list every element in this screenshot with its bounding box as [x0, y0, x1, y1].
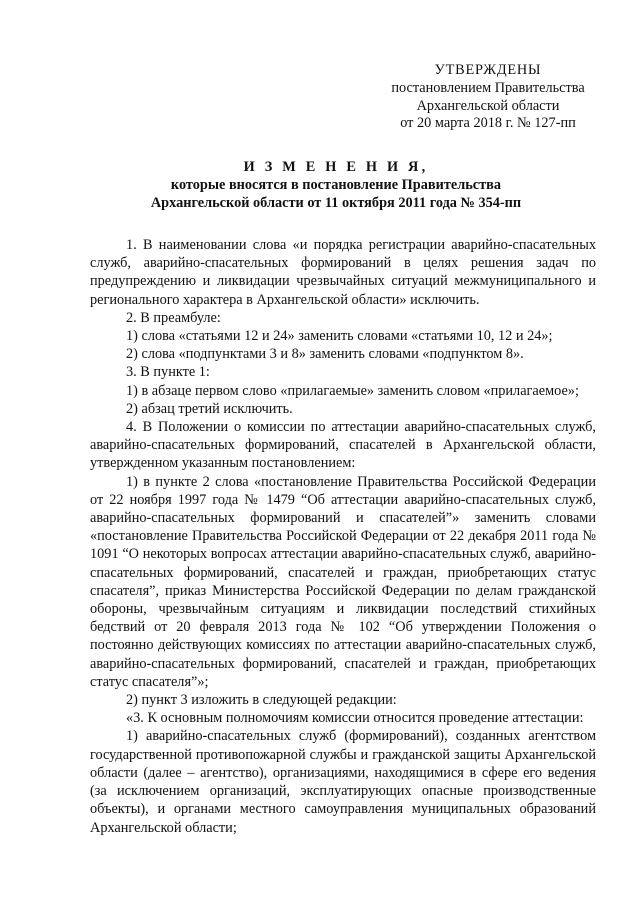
heading-title: И З М Е Н Е Н И Я,: [243, 159, 429, 175]
paragraph: «3. К основным полномочиям комиссии относится проведение аттестации:: [126, 710, 584, 727]
approval-line: постановлением Правительства: [391, 79, 585, 96]
heading-subtitle: Архангельской области от 11 октября 2011 года № 354-пп: [150, 195, 522, 211]
paragraph: 1) в пункте 2 слова «постановление Правительства Российской Федерации от 22 ноября 1997 года № 1479 “Об аттестации аварийно-спасательных служб, аварийно-спасательных формирований и спасателей”» заменить словами «постановление Правительства Российской Федерации от 22 декабря 2011 года № 1091 “О некоторых вопросах аттестации аварийно-спасательных служб, аварийно-спасательных формирований, спасателей и граждан, приобретающих статус спасателя”, приказ Министерства Российской Федерации по делам гражданской обороны, чрезвычайным ситуациям и ликвидации последствий стихийных бедствий от 20 февраля 2013 года № 102 “Об утверждении Положения о постоянно действующих комиссиях по аттестации аварийно-спасательных служб, аварийно-спасательных формирований, спасателей и граждан, приобретающих статус спасателя”»;: [90, 473, 596, 690]
document-body: [90, 236, 596, 837]
paragraph: 4. В Положении о комиссии по аттестации аварийно-спасательных служб, аварийно-спасательных формирований, спасателей в Архангельской области, утвержденном указанным постановлением:: [90, 419, 596, 472]
approval-line: Архангельской области: [416, 97, 560, 114]
heading-subtitle: которые вносятся в постановление Правительства: [170, 177, 502, 193]
approval-date: от 20 марта 2018 г. № 127-пп: [400, 115, 576, 132]
document-heading: [76, 158, 596, 212]
paragraph: 1) в абзаце первом слово «прилагаемые» заменить словом «прилагаемое»;: [126, 382, 579, 399]
paragraph: 2. В преамбуле:: [126, 309, 221, 326]
approval-block: [370, 62, 606, 133]
paragraph: 2) слова «подпунктами 3 и 8» заменить словами «подпунктом 8».: [126, 346, 524, 363]
paragraph: 1) аварийно-спасательных служб (формирований), созданных агентством государственной противопожарной службы и гражданской защиты Архангельской области (далее – агентство), организациями, находящимися в сфере его ведения (за исключением организаций, эксплуатирующих опасные производственные объекты), и органами местного самоуправления муниципальных образований Архангельской области;: [90, 728, 596, 836]
paragraph: 2) абзац третий исключить.: [126, 400, 293, 417]
paragraph: 3. В пункте 1:: [126, 364, 210, 381]
approval-title: УТВЕРЖДЕНЫ: [434, 62, 542, 78]
paragraph: 2) пункт 3 изложить в следующей редакции:: [126, 692, 397, 709]
paragraph: 1) слова «статьями 12 и 24» заменить словами «статьями 10, 12 и 24»;: [126, 328, 553, 345]
paragraph: 1. В наименовании слова «и порядка регистрации аварийно-спасательных служб, аварийно-спасательных формирований в целях решения задач по предупреждению и ликвидации чрезвычайных ситуаций межмуниципального и регионального характера в Архангельской области» исключить.: [90, 237, 596, 308]
